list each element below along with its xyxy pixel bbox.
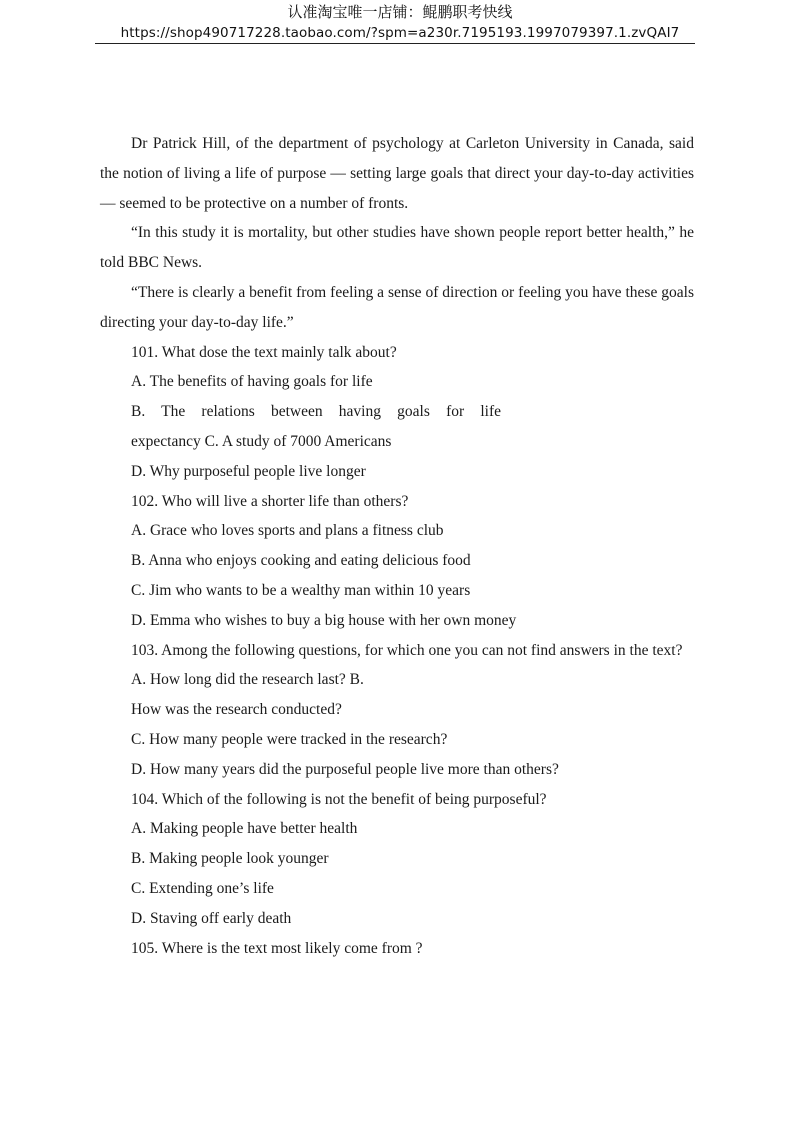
shop-title: 认准淘宝唯一店铺：鲲鹏职考快线 xyxy=(287,3,513,21)
question-103-option-b-cont: How was the research conducted? xyxy=(131,701,342,719)
header-divider xyxy=(95,43,695,44)
question-104-option-a: A. Making people have better health xyxy=(131,820,358,838)
page-header xyxy=(0,2,800,44)
question-101-option-a: A. The benefits of having goals for life xyxy=(131,373,373,391)
question-103-option-c: C. How many people were tracked in the research? xyxy=(131,730,448,748)
question-102-option-d: D. Emma who wishes to buy a big house with her own money xyxy=(131,611,517,629)
question-101-option-b-cont-c: expectancy C. A study of 7000 Americans xyxy=(131,432,392,450)
question-102-option-a: A. Grace who loves sports and plans a fitness club xyxy=(131,522,444,540)
question-101-option-b: B. The relations between having goals for life xyxy=(131,403,501,421)
question-102-option-b: B. Anna who enjoys cooking and eating delicious food xyxy=(131,552,471,570)
question-103-stem: 103. Among the following questions, for which one you can not find answers in the text? xyxy=(131,641,683,659)
question-104-option-b: B. Making people look younger xyxy=(131,850,329,868)
question-103-option-d: D. How many years did the purposeful people live more than others? xyxy=(131,760,559,778)
paragraph-direction-quote: “There is clearly a benefit from feeling a sense of direction or feeling you have these goals directing your day-to-day life.” xyxy=(100,283,694,331)
question-104-option-d: D. Staving off early death xyxy=(131,909,292,927)
paragraph-mortality-quote: “In this study it is mortality, but other studies have shown people report better health,” he told BBC News. xyxy=(100,224,694,272)
question-101-option-b-line xyxy=(100,397,694,427)
question-103-option-a-b: A. How long did the research last? B. xyxy=(131,671,364,689)
question-102-option-c: C. Jim who wants to be a wealthy man within 10 years xyxy=(131,581,471,599)
question-104-option-c: C. Extending one’s life xyxy=(131,879,274,897)
document-body xyxy=(100,129,694,963)
shop-url[interactable]: https://shop490717228.taobao.com/?spm=a230r.7195193.1997079397.1.zvQAI7 xyxy=(120,25,680,41)
paragraph-hill: Dr Patrick Hill, of the department of psychology at Carleton University in Canada, said the notion of living a life of purpose — setting large goals that direct your day-to-day activities — seemed to be protective on a number of fronts. xyxy=(100,135,694,212)
question-101-stem: 101. What dose the text mainly talk about? xyxy=(131,343,397,361)
question-105-stem: 105. Where is the text most likely come from ? xyxy=(131,939,423,957)
question-101-option-d: D. Why purposeful people live longer xyxy=(131,462,366,480)
question-104-stem: 104. Which of the following is not the benefit of being purposeful? xyxy=(131,790,547,808)
question-102-stem: 102. Who will live a shorter life than others? xyxy=(131,492,409,510)
